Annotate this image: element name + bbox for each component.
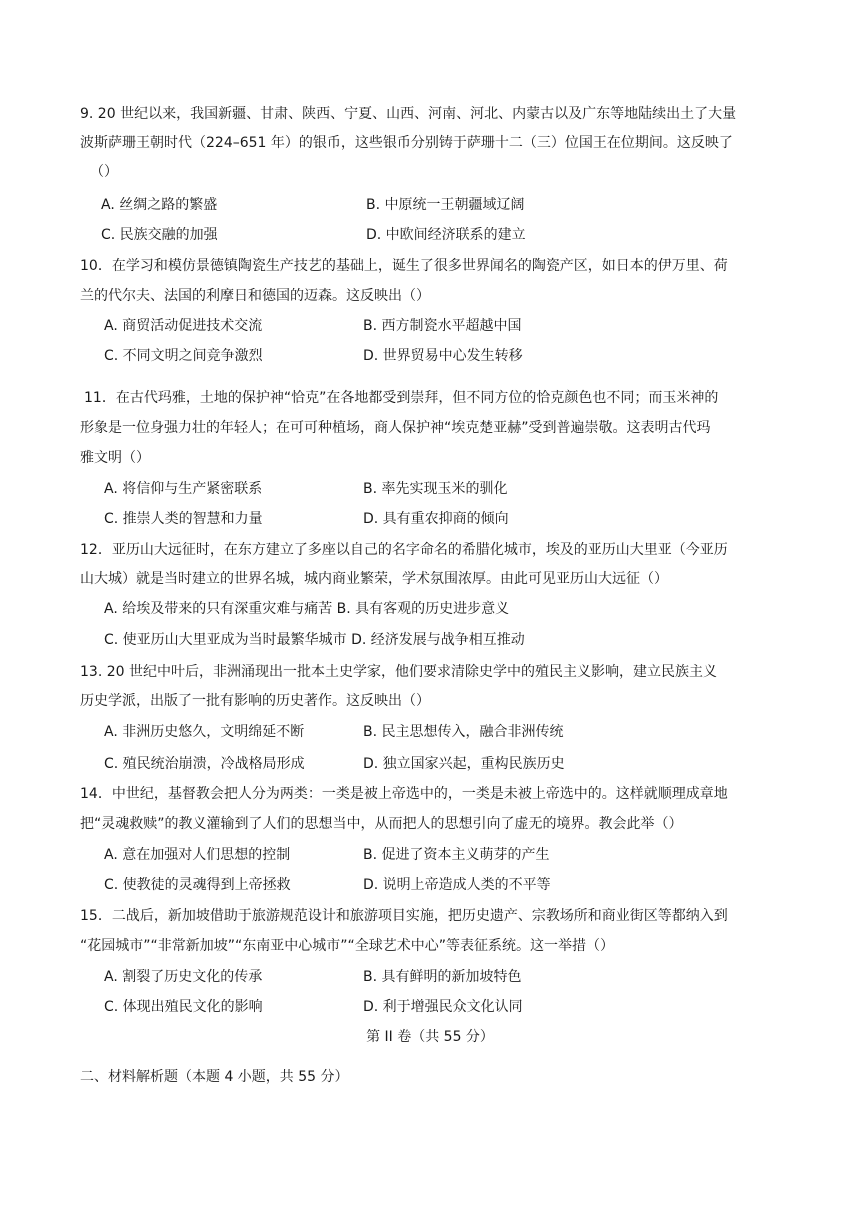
q11-option-a: A. 将信仰与生产紧密联系 — [104, 481, 263, 497]
q15-option-b: B. 具有鲜明的新加坡特色 — [363, 969, 522, 985]
q14-option-b: B. 促进了资本主义萌芽的产生 — [363, 847, 550, 863]
q11-option-c: C. 推崇人类的智慧和力量 — [104, 511, 263, 527]
q11-stem-line-3: 雅文明（） — [80, 450, 150, 466]
q15-option-d: D. 利于增强民众文化认同 — [363, 999, 523, 1015]
q12-stem-line-1: 12．亚历山大远征时，在东方建立了多座以自己的名字命名的希腊化城市，埃及的亚历山大里亚（今亚历 — [80, 542, 728, 558]
q10-stem-line-2: 兰的代尔夫、法国的利摩日和德国的迈森。这反映出（） — [80, 288, 430, 304]
q13-option-d: D. 独立国家兴起，重构民族历史 — [363, 756, 565, 772]
q9-option-b: B. 中原统一王朝疆域辽阔 — [366, 197, 525, 213]
q11-stem-line-1: 11．在古代玛雅，土地的保护神“恰克”在各地都受到崇拜，但不同方位的恰克颜色也不同；而玉米神的 — [84, 390, 719, 406]
q11-option-b: B. 率先实现玉米的驯化 — [363, 481, 508, 497]
q14-option-d: D. 说明上帝造成人类的不平等 — [363, 877, 551, 893]
q9-option-a: A. 丝绸之路的繁盛 — [101, 197, 218, 213]
q11-option-d: D. 具有重农抑商的倾向 — [363, 511, 509, 527]
q13-stem-line-1: 13. 20 世纪中叶后，非洲涌现出一批本土史学家，他们要求清除史学中的殖民主义影响，建立民族主义 — [80, 664, 717, 680]
q15-option-c: C. 体现出殖民文化的影响 — [104, 999, 263, 1015]
q10-option-a: A. 商贸活动促进技术交流 — [104, 318, 263, 334]
q10-option-c: C. 不同文明之间竞争激烈 — [104, 348, 263, 364]
q9-option-d: D. 中欧间经济联系的建立 — [366, 227, 526, 243]
q13-stem-line-2: 历史学派，出版了一批有影响的历史著作。这反映出（） — [80, 693, 430, 709]
q10-stem-line-1: 10．在学习和模仿景德镇陶瓷生产技艺的基础上，诞生了很多世界闻名的陶瓷产区，如日本的伊万里、荷 — [80, 258, 728, 274]
volume-title: 第 II 卷（共 55 分） — [366, 1029, 494, 1045]
q9-option-c: C. 民族交融的加强 — [101, 227, 218, 243]
q10-option-b: B. 西方制瓷水平超越中国 — [363, 318, 522, 334]
q15-option-a: A. 割裂了历史文化的传承 — [104, 969, 263, 985]
q10-option-d: D. 世界贸易中心发生转移 — [363, 348, 523, 364]
q9-stem-line-3: （） — [90, 164, 118, 180]
q15-stem-line-1: 15．二战后，新加坡借助于旅游规范设计和旅游项目实施，把历史遗产、宗教场所和商业街区等都纳入到 — [80, 908, 728, 924]
q13-option-b: B. 民主思想传入，融合非洲传统 — [363, 724, 564, 740]
q15-stem-line-2: “花园城市”“非常新加坡”“东南亚中心城市”“全球艺术中心”等表征系统。这一举措（） — [80, 938, 615, 954]
q9-stem-line-1: 9. 20 世纪以来，我国新疆、甘肃、陕西、宁夏、山西、河南、河北、内蒙古以及广东等地陆续出土了大量 — [80, 106, 737, 122]
part-heading: 二、材料解析题（本题 4 小题，共 55 分） — [80, 1069, 349, 1085]
q12-options-line-cd: C. 使亚历山大里亚成为当时最繁华城市 D. 经济发展与战争相互推动 — [104, 632, 525, 648]
q14-stem-line-2: 把“灵魂救赎”的教义灌输到了人们的思想当中，从而把人的思想引向了虚无的境界。教会此举（） — [80, 816, 683, 832]
q12-stem-line-2: 山大城）就是当时建立的世界名城，城内商业繁荣，学术氛围浓厚。由此可见亚历山大远征（） — [80, 571, 668, 587]
q9-stem-line-2: 波斯萨珊王朝时代（224–651 年）的银币，这些银币分别铸于萨珊十二（三）位国王在位期间。这反映了 — [80, 135, 733, 151]
q14-option-c: C. 使教徒的灵魂得到上帝拯救 — [104, 877, 291, 893]
q14-option-a: A. 意在加强对人们思想的控制 — [104, 847, 291, 863]
q13-option-a: A. 非洲历史悠久，文明绵延不断 — [104, 724, 305, 740]
q13-option-c: C. 殖民统治崩溃，冷战格局形成 — [104, 756, 305, 772]
q11-stem-line-2: 形象是一位身强力壮的年轻人；在可可种植场，商人保护神“埃克楚亚赫”受到普遍崇敬。这表明古代玛 — [80, 420, 711, 436]
q14-stem-line-1: 14．中世纪，基督教会把人分为两类：一类是被上帝选中的，一类是未被上帝选中的。这样就顺理成章地 — [80, 786, 728, 802]
q12-options-line-ab: A. 给埃及带来的只有深重灾难与痛苦 B. 具有客观的历史进步意义 — [104, 601, 510, 617]
